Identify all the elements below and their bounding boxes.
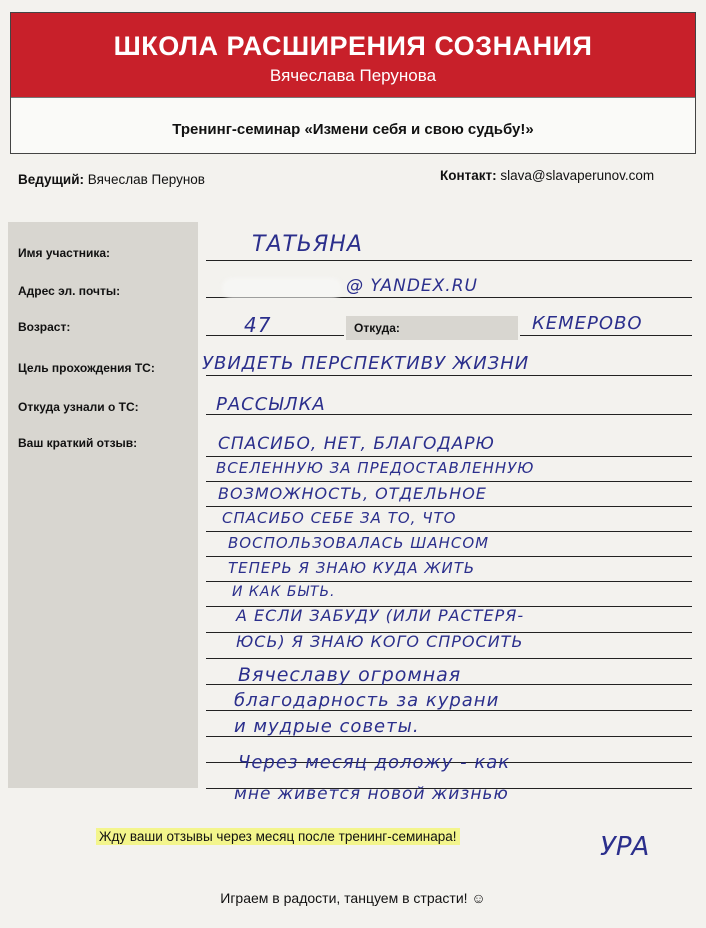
header-banner bbox=[11, 13, 695, 97]
review-line: ВОСПОЛЬЗОВАЛАСЬ ШАНСОМ bbox=[228, 534, 490, 552]
school-subtitle: Вячеслава Перунова bbox=[269, 66, 437, 85]
ura-note: УРА bbox=[600, 832, 650, 862]
answer-email: @ YANDEX.RU bbox=[346, 276, 478, 296]
review-rule bbox=[206, 556, 692, 557]
review-line: И КАК БЫТЬ. bbox=[232, 584, 336, 600]
email-label: Адрес эл. почты: bbox=[18, 284, 121, 298]
email-redaction bbox=[222, 278, 342, 298]
review-line: Вячеславу огромная bbox=[238, 664, 462, 686]
review-rule bbox=[206, 531, 692, 532]
name-label: Имя участника: bbox=[18, 246, 111, 260]
age-rule bbox=[206, 335, 344, 336]
answer-name: ТАТЬЯНА bbox=[252, 232, 363, 257]
review-line: ТЕПЕРЬ Я ЗНАЮ КУДА ЖИТЬ bbox=[228, 559, 476, 577]
host-line bbox=[18, 172, 205, 187]
contact-value: slava@slavaperunov.com bbox=[500, 168, 655, 183]
review-line: благодарность за курани bbox=[234, 690, 500, 711]
review-rule bbox=[206, 581, 692, 582]
review-line: А ЕСЛИ ЗАБУДУ (ИЛИ РАСТЕРЯ- bbox=[236, 606, 525, 625]
contact-line bbox=[440, 168, 654, 183]
review-rule bbox=[206, 456, 692, 457]
review-line: ЮСЬ) Я ЗНАЮ КОГО СПРОСИТЬ bbox=[236, 632, 524, 651]
header-divider bbox=[11, 97, 695, 110]
source-label: Откуда узнали о ТС: bbox=[18, 400, 139, 414]
answer-goal: УВИДЕТЬ ПЕРСПЕКТИВУ ЖИЗНИ bbox=[202, 353, 530, 374]
host-label: Ведущий: bbox=[18, 172, 84, 187]
review-line: и мудрые советы. bbox=[234, 716, 420, 737]
goal-rule bbox=[206, 375, 692, 376]
answer-source: РАССЫЛКА bbox=[216, 394, 326, 415]
review-line: Через месяц доложу - как bbox=[238, 752, 511, 773]
labels-panel bbox=[8, 222, 198, 788]
contact-label: Контакт: bbox=[440, 168, 497, 183]
review-line: СПАСИБО СЕБЕ ЗА ТО, ЧТО bbox=[222, 509, 457, 527]
name-rule bbox=[206, 260, 692, 261]
footer-slogan: Играем в радости, танцуем в страсти! ☺ bbox=[220, 890, 486, 906]
city-rule bbox=[520, 335, 692, 336]
age-label: Возраст: bbox=[18, 320, 71, 334]
review-line: мне живется новой жизнью bbox=[234, 784, 509, 804]
review-line: ВСЕЛЕННУЮ ЗА ПРЕДОСТАВЛЕННУЮ bbox=[216, 459, 535, 477]
host-name: Вячеслав Перунов bbox=[87, 172, 205, 187]
review-rule bbox=[206, 506, 692, 507]
from-label: Откуда: bbox=[354, 321, 400, 335]
review-line: СПАСИБО, НЕТ, БЛАГОДАРЮ bbox=[218, 434, 495, 454]
header-box bbox=[10, 12, 696, 154]
school-title: ШКОЛА РАСШИРЕНИЯ СОЗНАНИЯ bbox=[113, 31, 593, 61]
review-label: Ваш краткий отзыв: bbox=[18, 436, 138, 450]
answer-age: 47 bbox=[244, 313, 272, 337]
training-title: Тренинг-семинар «Измени себя и свою судьбу!» bbox=[172, 121, 534, 138]
review-rule bbox=[206, 658, 692, 659]
answer-city: КЕМЕРОВО bbox=[532, 313, 643, 334]
review-line: ВОЗМОЖНОСТЬ, ОТДЕЛЬНОЕ bbox=[218, 484, 487, 503]
review-rule bbox=[206, 481, 692, 482]
goal-label: Цель прохождения ТС: bbox=[18, 361, 155, 375]
wait-note: Жду ваши отзывы через месяц после тренинг-семинара! bbox=[96, 828, 460, 845]
